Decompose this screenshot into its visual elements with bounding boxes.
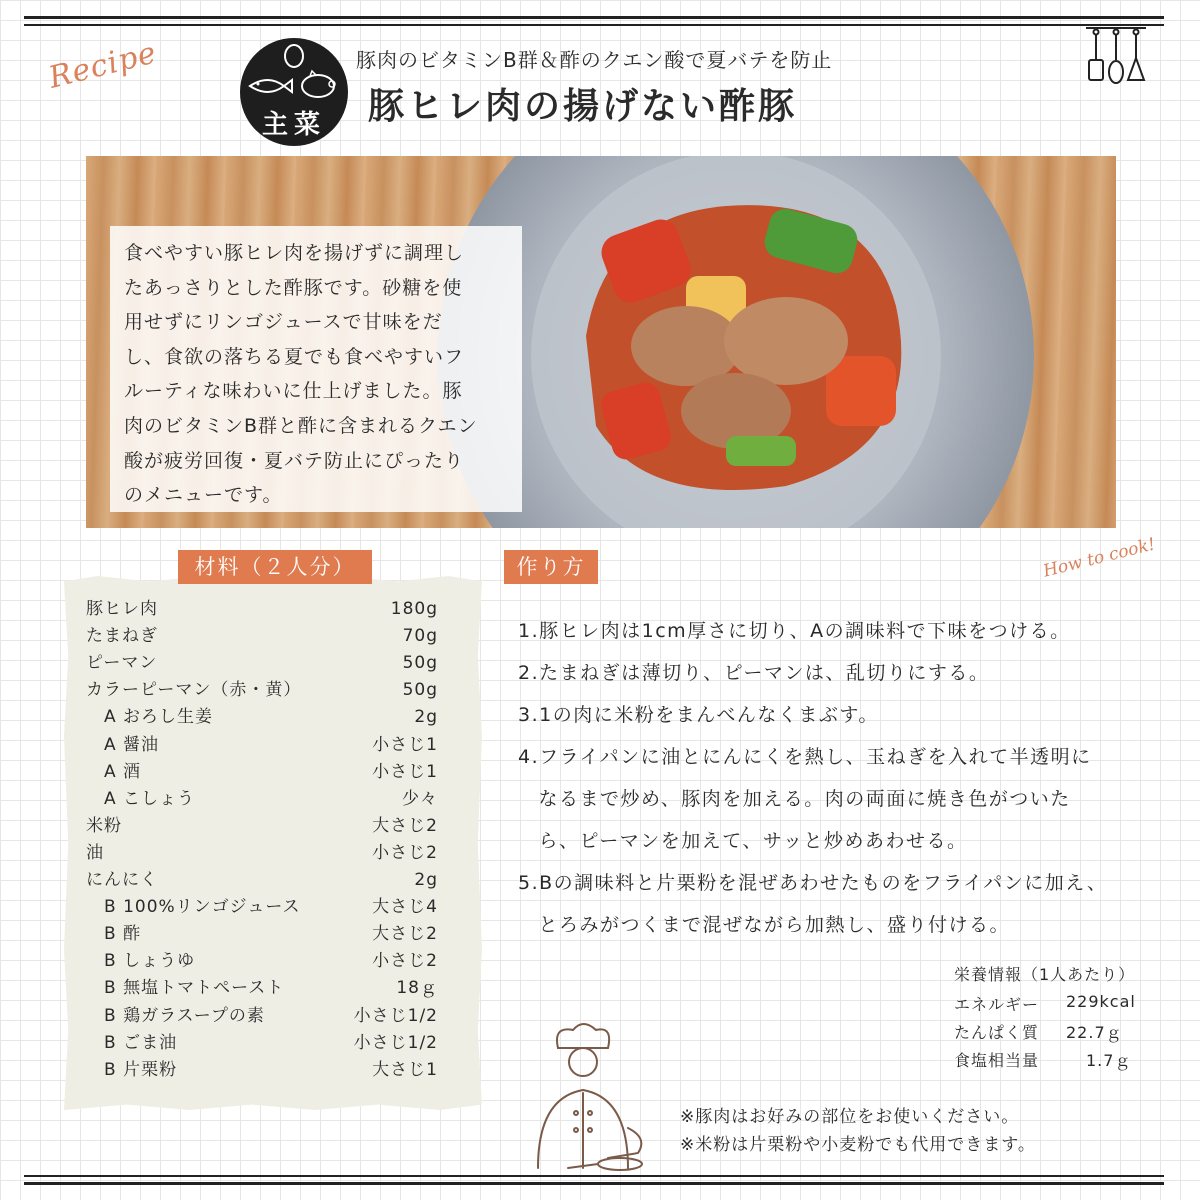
ingredient-quantity: 2g bbox=[414, 707, 438, 728]
top-rule-thin bbox=[24, 24, 1164, 26]
direction-line: 4.フライパンに油とにんにくを熱し、玉ねぎを入れて半透明に bbox=[518, 746, 1092, 768]
ingredient-name: B 片栗粉 bbox=[104, 1059, 178, 1080]
ingredient-quantity: 70g bbox=[402, 626, 438, 647]
ingredient-name: カラーピーマン（赤・黄） bbox=[86, 680, 302, 701]
recipe-title: 豚ヒレ肉の揚げない酢豚 bbox=[368, 86, 798, 127]
direction-line: 5.Bの調味料と片栗粉を混ぜあわせたものをフライパンに加え、 bbox=[518, 872, 1108, 894]
ingredient-row bbox=[86, 813, 438, 840]
recipe-script-label: Recipe bbox=[45, 35, 161, 96]
ingredient-row bbox=[86, 596, 438, 623]
ingredient-row bbox=[86, 894, 438, 921]
ingredient-quantity: 大さじ2 bbox=[372, 815, 438, 836]
direction-line: ら、ピーマンを加えて、サッと炒めあわせる。 bbox=[518, 830, 968, 852]
recipe-subtitle: 豚肉のビタミンB群＆酢のクエン酸で夏バテを防止 bbox=[356, 48, 833, 72]
ingredient-name: B 無塩トマトペースト bbox=[104, 978, 285, 999]
ingredient-name: A 醤油 bbox=[104, 734, 160, 755]
ingredient-row bbox=[86, 921, 438, 948]
direction-line: なるまで炒め、豚肉を加える。肉の両面に焼き色がついた bbox=[518, 788, 1071, 810]
nutrition-label: 食塩相当量 bbox=[954, 1051, 1040, 1070]
ingredient-row bbox=[86, 677, 438, 704]
category-badge bbox=[240, 38, 348, 146]
bottom-rule bbox=[24, 1182, 1164, 1185]
direction-line: とろみがつくまで混ぜながら加熱し、盛り付ける。 bbox=[518, 914, 1011, 936]
ingredient-name: B 鶏ガラスープの素 bbox=[104, 1005, 265, 1026]
ingredient-name: B 酢 bbox=[104, 924, 142, 945]
ingredient-quantity: 大さじ1 bbox=[372, 1059, 438, 1080]
ingredient-row bbox=[86, 1003, 438, 1030]
how-to-cook-script-label: How to cook! bbox=[1041, 534, 1158, 582]
bean-icon bbox=[285, 45, 303, 67]
ingredient-row bbox=[86, 759, 438, 786]
nutrition-label: たんぱく質 bbox=[954, 1023, 1040, 1042]
ingredient-quantity: 小さじ2 bbox=[372, 951, 438, 972]
ingredient-row bbox=[86, 975, 438, 1002]
ingredient-quantity: 2g bbox=[414, 870, 438, 890]
intro-line: 肉のビタミンB群と酢に含まれるクエン bbox=[124, 414, 478, 437]
ingredient-quantity: 小さじ1/2 bbox=[353, 1005, 438, 1026]
ingredient-row bbox=[86, 840, 438, 867]
ingredient-name: A おろし生姜 bbox=[104, 707, 214, 728]
intro-line: ルーティな味わいに仕上げました。豚 bbox=[124, 380, 463, 403]
direction-line: 2.たまねぎは薄切り、ピーマンは、乱切りにする。 bbox=[518, 662, 990, 684]
ingredients-heading: 材料（２人分） bbox=[178, 550, 372, 584]
ingredient-name: A 酒 bbox=[104, 761, 142, 782]
note-line: ※米粉は片栗粉や小麦粉でも代用できます。 bbox=[680, 1135, 1036, 1155]
ingredient-row bbox=[86, 786, 438, 813]
intro-text bbox=[124, 236, 512, 513]
ingredient-quantity: 小さじ1/2 bbox=[353, 1032, 438, 1053]
nutrition-value: 229kcal bbox=[1066, 992, 1136, 1011]
ingredient-name: たまねぎ bbox=[86, 626, 158, 647]
food-group-icons bbox=[240, 38, 348, 108]
ingredient-quantity: 大さじ4 bbox=[372, 897, 438, 918]
ingredient-name: 豚ヒレ肉 bbox=[86, 599, 158, 619]
ingredient-row bbox=[86, 1057, 438, 1084]
ingredient-row bbox=[86, 948, 438, 975]
ingredient-quantity: 18ｇ bbox=[396, 978, 438, 999]
nutrition-label: エネルギー bbox=[954, 995, 1040, 1014]
ingredient-name: A こしょう bbox=[104, 788, 196, 809]
intro-line: し、食欲の落ちる夏でも食べやすいフ bbox=[124, 345, 465, 368]
ingredient-quantity: 50g bbox=[402, 653, 438, 674]
intro-line: たあっさりとした酢豚です。砂糖を使 bbox=[124, 276, 463, 299]
fish-icon bbox=[250, 80, 292, 92]
ingredient-quantity: 少々 bbox=[402, 788, 438, 809]
ingredient-name: 米粉 bbox=[86, 815, 122, 836]
ingredient-name: B しょうゆ bbox=[104, 951, 196, 972]
direction-line: 3.1の肉に米粉をまんべんなくまぶす。 bbox=[518, 704, 879, 726]
intro-line: 用せずにリンゴジュースで甘味をだ bbox=[124, 311, 443, 334]
ingredient-row bbox=[86, 867, 438, 894]
pig-icon bbox=[302, 71, 335, 97]
ingredient-row bbox=[86, 623, 438, 650]
ingredient-quantity: 小さじ1 bbox=[372, 761, 438, 782]
ingredient-name: 油 bbox=[86, 842, 104, 863]
ingredient-quantity: 180g bbox=[390, 599, 438, 619]
bottom-rule-thin bbox=[24, 1175, 1164, 1177]
intro-line: 酸が疲労回復・夏バテ防止にぴったり bbox=[124, 449, 465, 472]
intro-box bbox=[110, 226, 522, 512]
ingredient-quantity: 50g bbox=[402, 680, 438, 701]
ingredient-name: B 100%リンゴジュース bbox=[104, 897, 301, 918]
top-rule bbox=[24, 16, 1164, 19]
utensils-icon bbox=[1084, 20, 1148, 90]
nutrition-value: 22.7ｇ bbox=[1066, 1023, 1123, 1042]
ingredient-quantity: 大さじ2 bbox=[372, 924, 438, 945]
nutrition-value: 1.7ｇ bbox=[1086, 1051, 1132, 1070]
ingredient-quantity: 小さじ2 bbox=[372, 842, 438, 863]
directions-heading: 作り方 bbox=[504, 550, 598, 584]
ingredient-row bbox=[86, 732, 438, 759]
direction-line: 1.豚ヒレ肉は1cm厚さに切り、Aの調味料で下味をつける。 bbox=[518, 620, 1071, 642]
ingredient-row bbox=[86, 704, 438, 731]
ingredient-name: B ごま油 bbox=[104, 1032, 178, 1053]
ingredient-quantity: 小さじ1 bbox=[372, 734, 438, 755]
note-line: ※豚肉はお好みの部位をお使いください。 bbox=[680, 1107, 1020, 1127]
nutrition-heading: 栄養情報（1人あたり） bbox=[954, 965, 1136, 984]
ingredient-name: ピーマン bbox=[86, 653, 158, 674]
ingredient-row bbox=[86, 1030, 438, 1057]
intro-line: 食べやすい豚ヒレ肉を揚げずに調理し bbox=[124, 242, 465, 264]
category-badge-label: 主菜 bbox=[261, 110, 326, 140]
ingredient-row bbox=[86, 650, 438, 677]
sweet-and-sour-pork bbox=[586, 205, 901, 490]
ingredient-name: にんにく bbox=[86, 870, 158, 890]
chef-illustration bbox=[508, 1018, 658, 1178]
intro-line: のメニューです。 bbox=[124, 484, 283, 507]
